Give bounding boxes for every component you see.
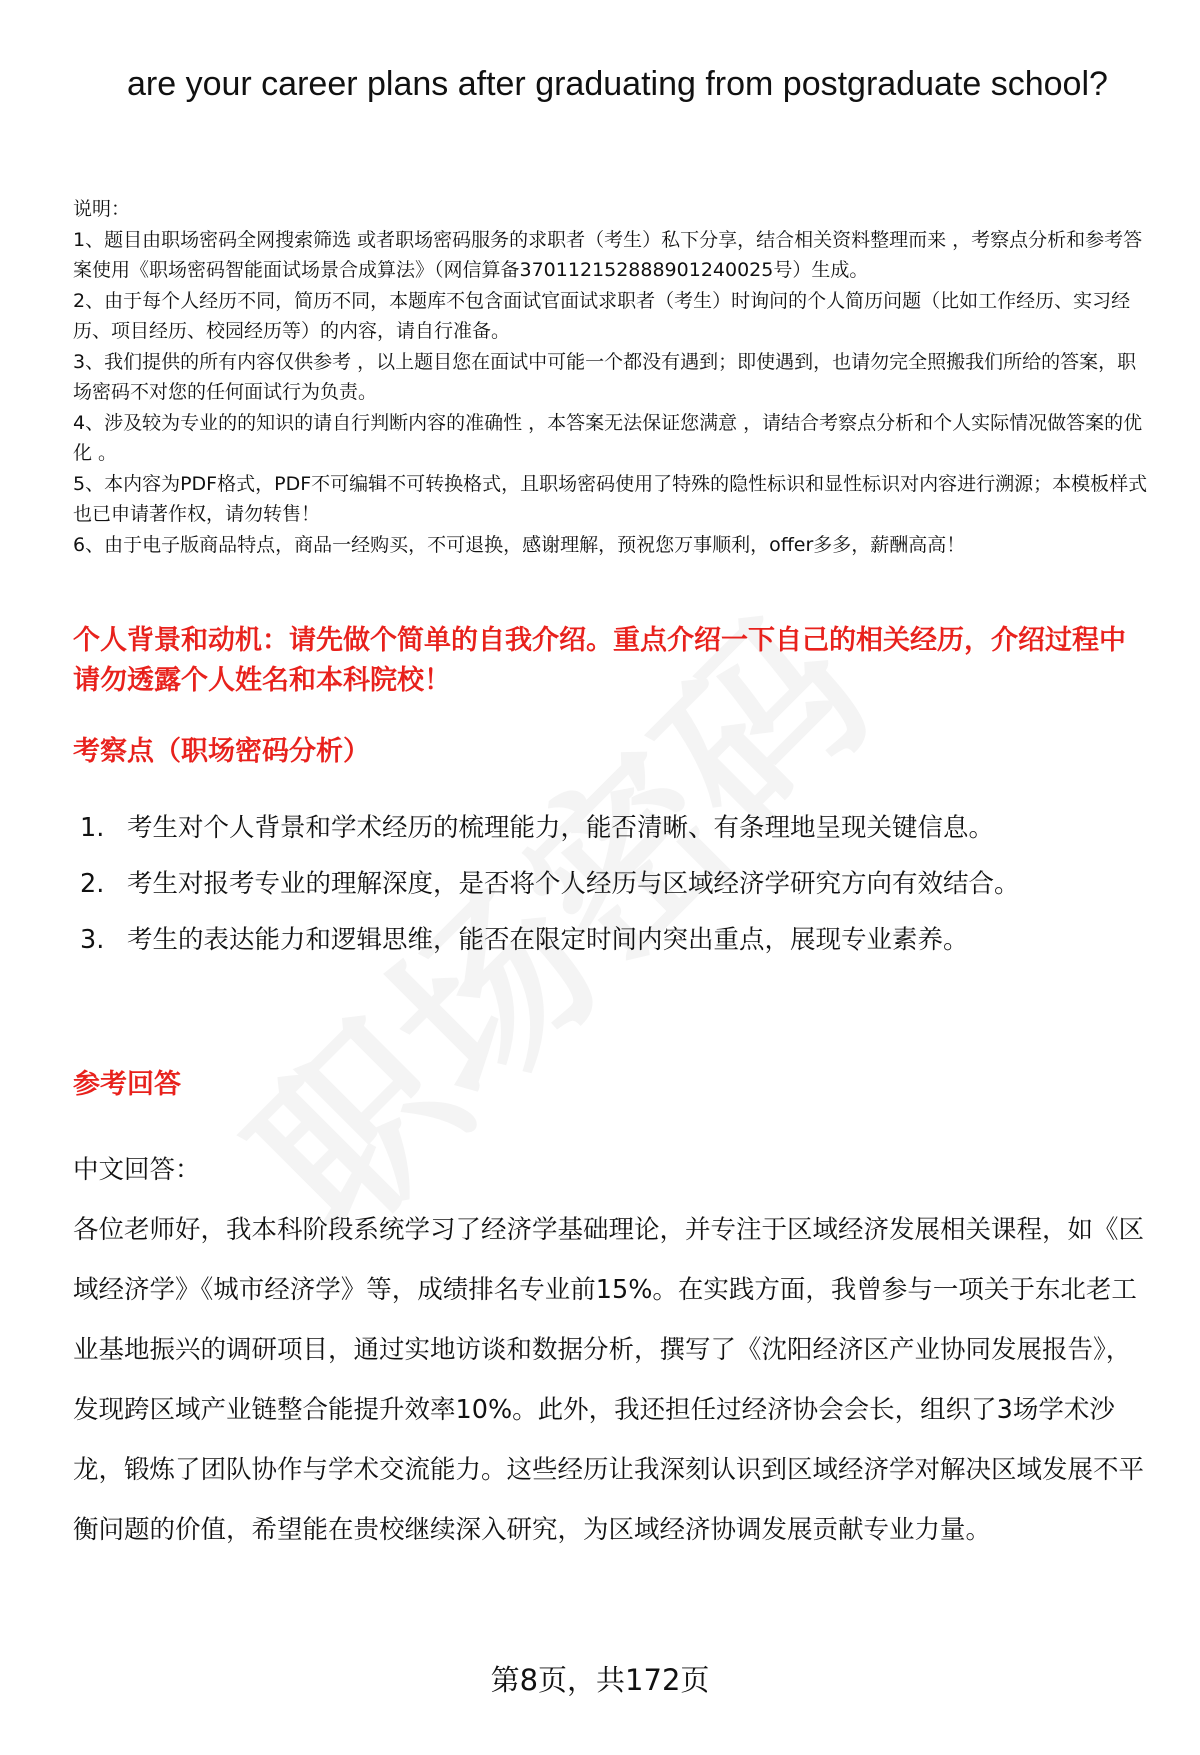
answer-heading: 参考回答 [73,1069,181,1100]
note-item: 1、题目由职场密码全网搜索筛选 或者职场密码服务的求职者（考生）私下分享，结合相关资料整理而来 ，考察点分析和参考答案使用《职场密码智能面试场景合成算法》（网信算备370112152888901240025号）生成。 [73,228,1143,281]
list-text: 考生的表达能力和逻辑思维，能否在限定时间内突出重点，展现专业素养。 [127,925,969,955]
notes-heading: 说明： [73,198,131,220]
list-number: 3. [80,925,105,955]
list-text: 考生对报考专业的理解深度，是否将个人经历与区域经济学研究方向有效结合。 [127,869,1020,899]
note-item: 4、涉及较为专业的的知识的请自行判断内容的准确性 ，本答案无法保证您满意 ，请结合考察点分析和个人实际情况做答案的优化 。 [73,411,1143,464]
analysis-heading: 考察点（职场密码分析） [73,736,370,767]
list-item [80,856,1140,912]
page-number: 第8页，共172页 [490,1663,710,1697]
answer-text: 各位老师好，我本科阶段系统学习了经济学基础理论，并专注于区域经济发展相关课程，如《区域经济学》《城市经济学》等，成绩排名专业前15%。在实践方面，我曾参与一项关于东北老工业基地振兴的调研项目，通过实地访谈和数据分析，撰写了《沈阳经济区产业协同发展报告》，发现跨区域产业链整合能提升效率10%。此外，我还担任过经济协会会长，组织了3场学术沙龙，锻炼了团队协作与学术交流能力。这些经历让我深刻认识到区域经济学对解决区域发展不平衡问题的价值，希望能在贵校继续深入研究，为区域经济协调发展贡献专业力量。 [73,1215,1145,1545]
list-number: 2. [80,869,105,899]
answer-label: 中文回答： [73,1155,201,1185]
notes-section [73,194,1153,560]
note-item: 3、我们提供的所有内容仅供参考 ，以上题目您在面试中可能一个都没有遇到；即使遇到，也请勿完全照搬我们所给的答案，职场密码不对您的任何面试行为负责。 [73,350,1137,403]
note-item: 5、本内容为PDF格式，PDF不可编辑不可转换格式，且职场密码使用了特殊的隐性标识和显性标识对内容进行溯源；本模板样式也已申请著作权，请勿转售！ [73,472,1148,525]
note-item: 6、由于电子版商品特点，商品一经购买，不可退换，感谢理解，预祝您万事顺利，offer多多，薪酬高高！ [73,533,966,556]
question-title-tail: are your career plans after graduating from postgraduate school? [127,65,1108,103]
list-text: 考生对个人背景和学术经历的梳理能力，能否清晰、有条理地呈现关键信息。 [127,813,995,843]
note-item: 2、由于每个人经历不同，简历不同，本题库不包含面试官面试求职者（考生）时询问的个人简历问题（比如工作经历、实习经历、项目经历、校园经历等）的内容，请自行准备。 [73,289,1131,342]
list-item [80,912,1140,968]
list-item [80,800,1140,856]
interview-question: 个人背景和动机：请先做个简单的自我介绍。重点介绍一下自己的相关经历，介绍过程中请勿透露个人姓名和本科院校！ [73,625,1126,696]
list-number: 1. [80,813,105,843]
analysis-list [80,800,1140,968]
answer-body [73,1140,1148,1560]
